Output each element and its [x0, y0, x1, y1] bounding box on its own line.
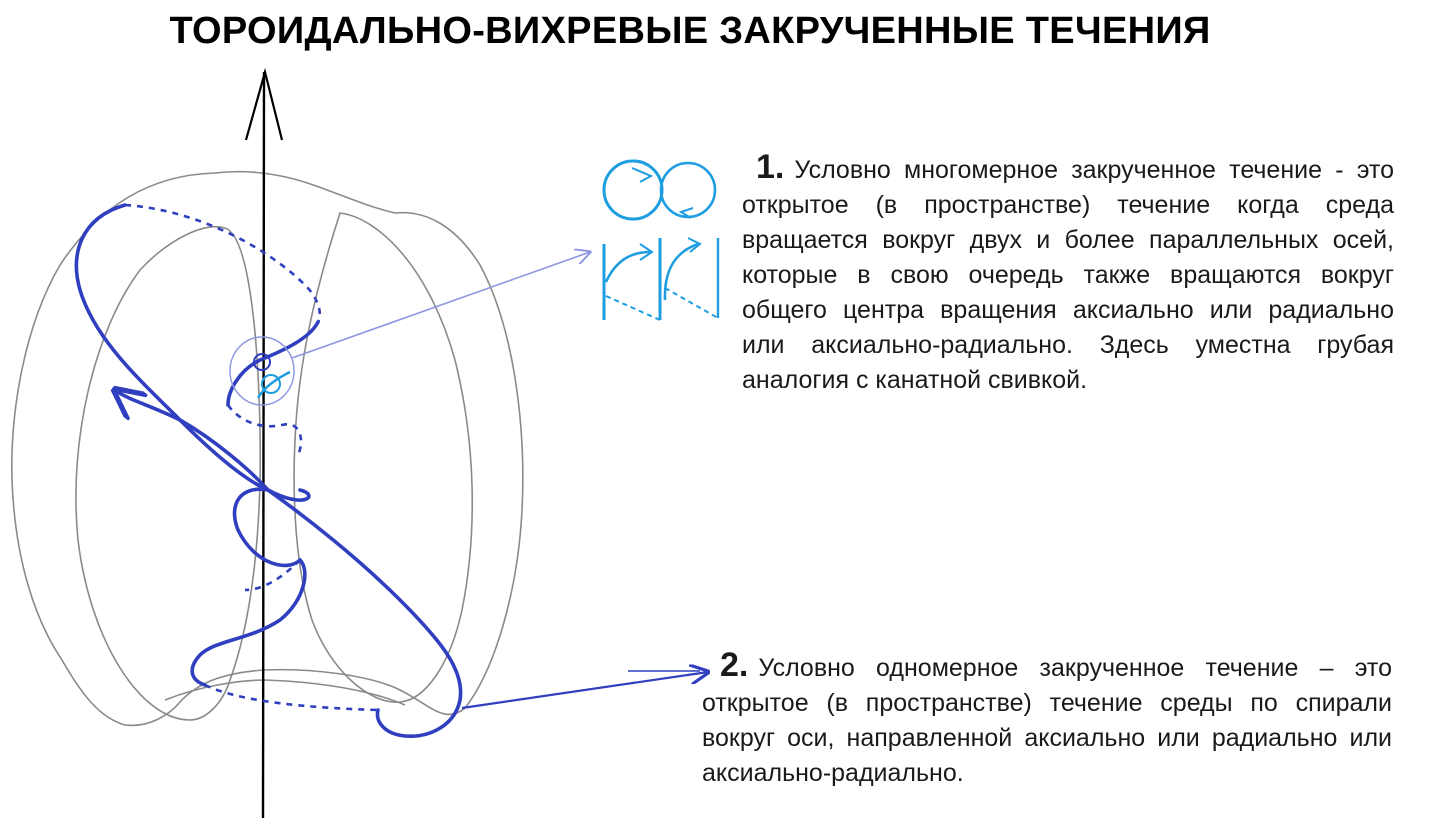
note-1-text: Условно многомерное закрученное течение - это открытое (в пространстве) течение когда среда вращается вокруг двух и более параллельных осей, которые в свою очередь также вращаются вокруг общего центра вращения аксиально или радиально или аксиально-радиально. Здесь уместна грубая аналогия с канатной свивкой.: [742, 156, 1394, 394]
note-multidimensional-flow: [742, 150, 1394, 398]
note-1-number: 1.: [756, 148, 785, 186]
note-2-text: Условно одномерное закрученное течение – это открытое (в пространстве) течение среды по спирали вокруг оси, направленной аксиально или радиально или аксиально-радиально.: [702, 654, 1392, 787]
rotation-axis: [246, 72, 282, 818]
spiral-flow-front: [76, 205, 460, 736]
callout-arrow-2: [462, 671, 708, 708]
multi-axis-flow-inset: [604, 161, 718, 320]
page-title: ТОРОИДАЛЬНО-ВИХРЕВЫЕ ЗАКРУЧЕННЫЕ ТЕЧЕНИЯ: [169, 10, 1211, 52]
note-2-number: 2.: [720, 646, 749, 684]
inset-circle-left: [604, 161, 662, 219]
note-one-dimensional-flow: [702, 648, 1392, 791]
callout-arrow-1: [292, 252, 590, 358]
torus-outline: [12, 172, 523, 726]
vortex-detail-circle: [230, 337, 294, 405]
